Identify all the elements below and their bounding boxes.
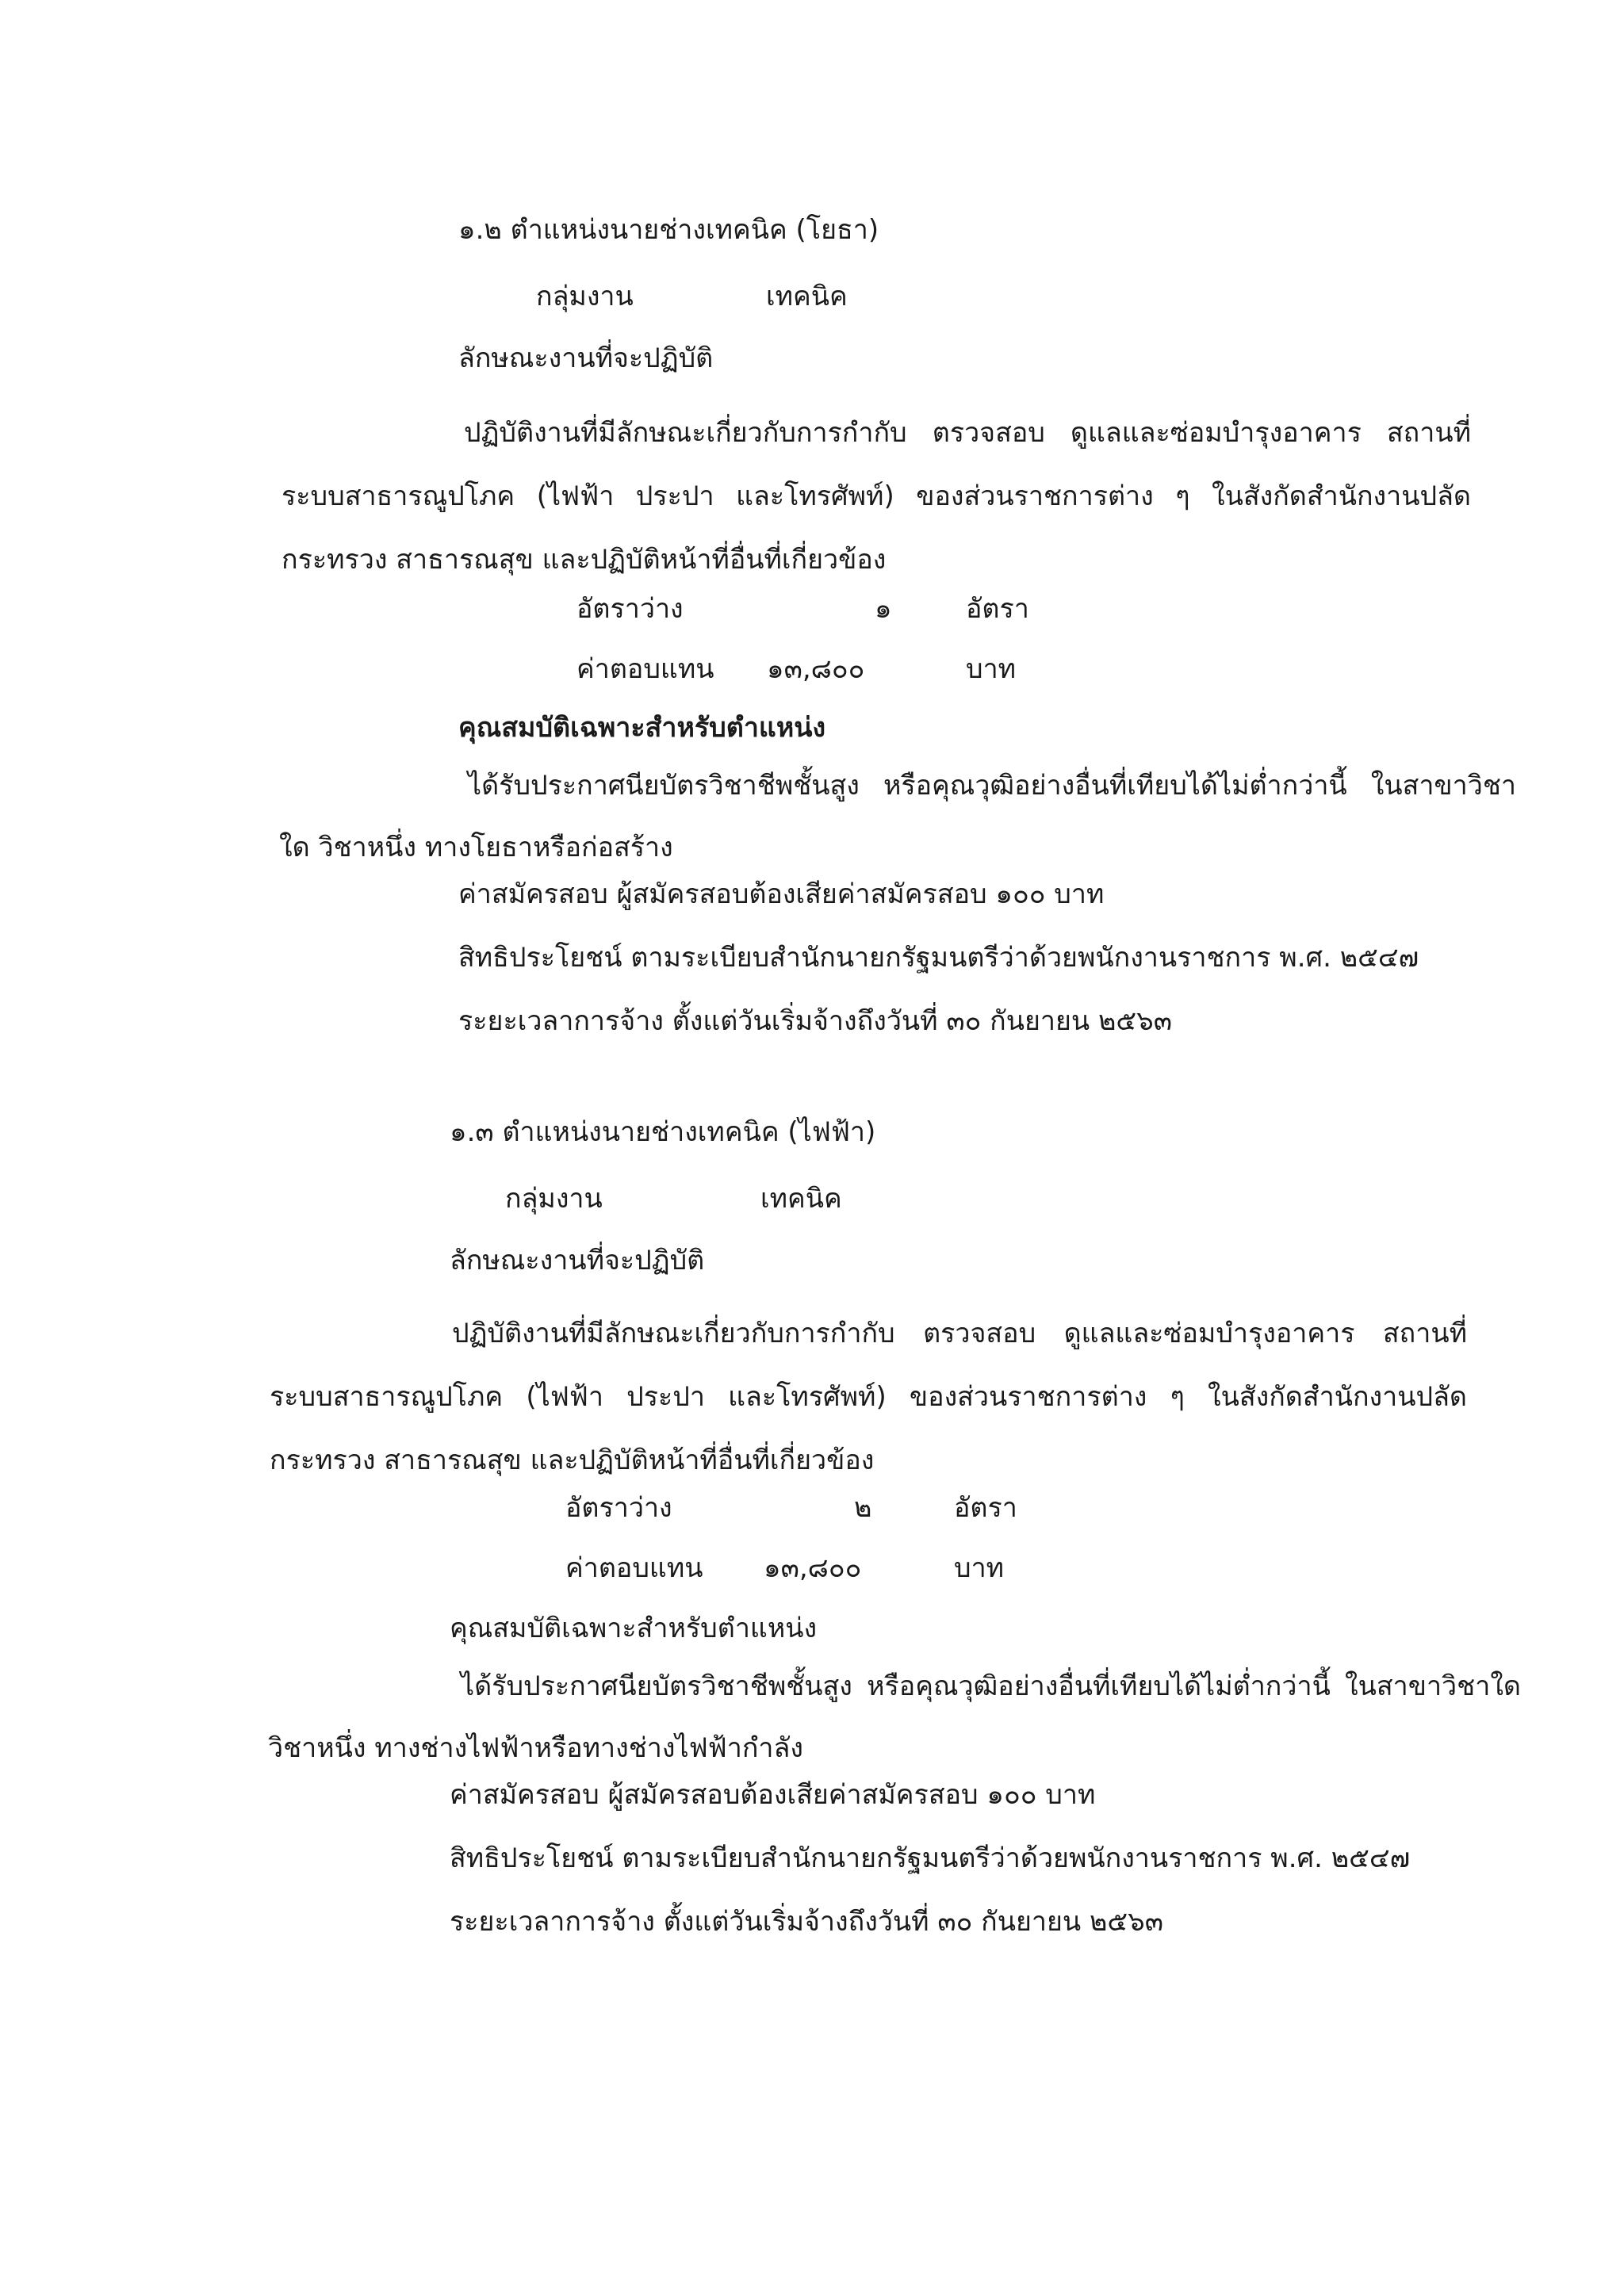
section-1-2-duty-body: ปฏิบัติงานที่มีลักษณะเกี่ยวกับการกำกับ ตรวจสอบ ดูแลและซ่อมบำรุงอาคาร สถานที่ ระบบสาธารณูปโภค (ไฟฟ้า ประปา และโทรศัพท์) ของส่วนราชการต่าง ๆ ในสังกัดสำนักงานปลัดกระทรวง สาธารณสุข และปฏิบัติหน้าที่อื่นที่เกี่ยวข้อง bbox=[282, 417, 1471, 576]
section-1-3-qual-text bbox=[268, 1655, 1521, 1779]
section-1-3-heading: ๑.๓ ตำแหน่งนายช่างเทคนิค (ไฟฟ้า) bbox=[450, 1116, 876, 1148]
section-1-2-group-value: เทคนิค bbox=[766, 281, 848, 312]
section-1-2-vacancy-value: ๑ bbox=[875, 593, 892, 625]
section-1-2-qual-text bbox=[279, 755, 1516, 878]
section-1-3-group-value: เทคนิค bbox=[760, 1183, 842, 1215]
section-1-3-fee: ค่าสมัครสอบ ผู้สมัครสอบต้องเสียค่าสมัครสอบ ๑๐๐ บาท bbox=[450, 1779, 1096, 1811]
section-1-3-duty-body: ปฏิบัติงานที่มีลักษณะเกี่ยวกับการกำกับ ตรวจสอบ ดูแลและซ่อมบำรุงอาคาร สถานที่ ระบบสาธารณูปโภค (ไฟฟ้า ประปา และโทรศัพท์) ของส่วนราชการต่าง ๆ ในสังกัดสำนักงานปลัดกระทรวง สาธารณสุข และปฏิบัติหน้าที่อื่นที่เกี่ยวข้อง bbox=[270, 1318, 1467, 1476]
section-1-3-vacancy-row bbox=[565, 1490, 1120, 1525]
section-1-3-pay-unit: บาท bbox=[954, 1552, 1005, 1584]
section-1-2-vacancy-row bbox=[576, 591, 1132, 626]
section-1-2-group-label: กลุ่มงาน bbox=[536, 281, 634, 312]
section-1-3-period: ระยะเวลาการจ้าง ตั้งแต่วันเริ่มจ้างถึงวันที่ ๓๐ กันยายน ๒๕๖๓ bbox=[450, 1906, 1163, 1938]
section-1-2-heading: ๑.๒ ตำแหน่งนายช่างเทคนิค (โยธา) bbox=[458, 214, 879, 246]
section-1-3-pay-row bbox=[565, 1551, 1120, 1586]
section-1-2-fee: ค่าสมัครสอบ ผู้สมัครสอบต้องเสียค่าสมัครสอบ ๑๐๐ บาท bbox=[458, 878, 1105, 910]
section-1-2-pay-unit: บาท bbox=[966, 653, 1017, 685]
section-1-3-qual-title: คุณสมบัติเฉพาะสำหรับตำแหน่ง bbox=[450, 1613, 818, 1644]
section-1-2-vacancy-label: อัตราว่าง bbox=[576, 593, 684, 625]
section-1-2-pay-row bbox=[576, 652, 1132, 687]
section-1-3-pay-value: ๑๓,๘๐๐ bbox=[764, 1552, 862, 1584]
section-1-3-vacancy-unit: อัตรา bbox=[954, 1492, 1017, 1524]
section-1-3-vacancy-label: อัตราว่าง bbox=[565, 1492, 672, 1524]
section-1-2-qual-body: ได้รับประกาศนียบัตรวิชาชีพชั้นสูง หรือคุณวุฒิอย่างอื่นที่เทียบได้ไม่ต่ำกว่านี้ ในสาขาวิชาใด วิชาหนึ่ง ทางโยธาหรือก่อสร้าง bbox=[279, 770, 1516, 863]
section-1-3-group-label: กลุ่มงาน bbox=[505, 1183, 603, 1215]
section-1-2-vacancy-unit: อัตรา bbox=[966, 593, 1029, 625]
section-1-3-duty-title: ลักษณะงานที่จะปฏิบัติ bbox=[450, 1245, 705, 1276]
section-1-3-benefit: สิทธิประโยชน์ ตามระเบียบสำนักนายกรัฐมนตรีว่าด้วยพนักงานราชการ พ.ศ. ๒๕๔๗ bbox=[450, 1843, 1411, 1874]
section-1-2-duty-text bbox=[282, 401, 1471, 591]
section-1-2-period: ระยะเวลาการจ้าง ตั้งแต่วันเริ่มจ้างถึงวันที่ ๓๐ กันยายน ๒๕๖๓ bbox=[458, 1005, 1172, 1037]
section-1-2-pay-value: ๑๓,๘๐๐ bbox=[767, 653, 865, 685]
section-1-2-duty-title: ลักษณะงานที่จะปฏิบัติ bbox=[458, 342, 714, 374]
section-1-3-duty-text bbox=[270, 1302, 1467, 1492]
section-1-3-pay-label: ค่าตอบแทน bbox=[565, 1552, 703, 1584]
section-1-3-vacancy-value: ๒ bbox=[854, 1492, 872, 1524]
section-1-2-pay-label: ค่าตอบแทน bbox=[576, 653, 714, 685]
section-1-2-qual-title: คุณสมบัติเฉพาะสำหรับตำแหน่ง bbox=[458, 712, 826, 744]
section-1-2-benefit: สิทธิประโยชน์ ตามระเบียบสำนักนายกรัฐมนตรีว่าด้วยพนักงานราชการ พ.ศ. ๒๕๔๗ bbox=[458, 942, 1419, 974]
section-1-3-qual-body: ได้รับประกาศนียบัตรวิชาชีพชั้นสูง หรือคุณวุฒิอย่างอื่นที่เทียบได้ไม่ต่ำกว่านี้ ในสาขาวิชาใดวิชาหนึ่ง ทางช่างไฟฟ้าหรือทางช่างไฟฟ้ากำลัง bbox=[268, 1670, 1521, 1764]
